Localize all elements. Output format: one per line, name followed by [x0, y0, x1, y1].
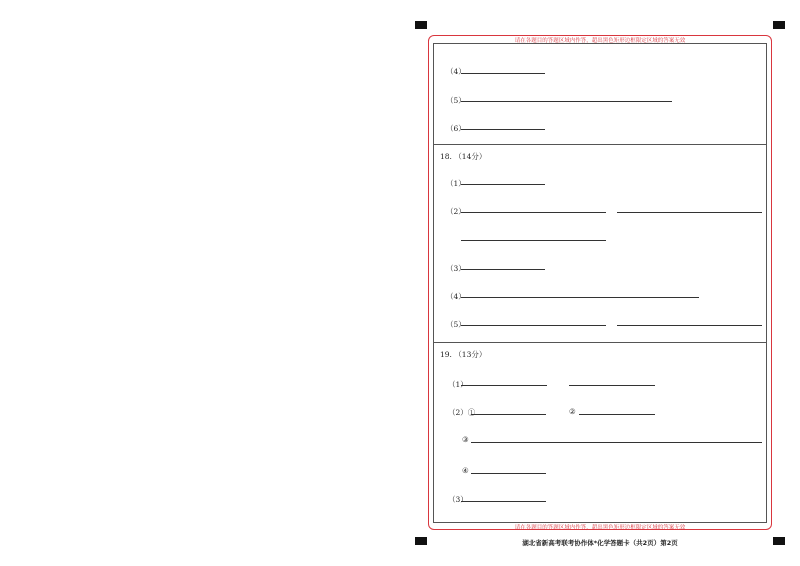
q18-part-2-label: （2）: [446, 207, 466, 216]
q17-part-4-answer-line[interactable]: [461, 73, 545, 74]
registration-mark-top-left: [415, 21, 427, 29]
q17-part-6-answer-line[interactable]: [461, 129, 545, 130]
q18-part-3-label: （3）: [446, 264, 466, 273]
q18-part-5-answer-line-a[interactable]: [461, 325, 606, 326]
registration-mark-top-right: [773, 21, 785, 29]
q17-part-6-label: （6）: [446, 124, 466, 133]
q19-title: 19. （13分）: [440, 350, 487, 359]
q19-part-2-2-answer-line[interactable]: [579, 414, 655, 415]
q19-part-2-1-label: （2）①: [448, 408, 476, 417]
registration-mark-bottom-left: [415, 537, 427, 545]
q19-part-3-label: （3）: [448, 495, 468, 504]
registration-mark-bottom-right: [773, 537, 785, 545]
q18-part-2-answer-line-a[interactable]: [461, 212, 606, 213]
q19-part-2-4-label: ④: [462, 466, 469, 475]
q18-part-3-answer-line[interactable]: [461, 269, 545, 270]
q18-title: 18. （14分）: [440, 152, 487, 161]
q18-part-5-answer-line-b[interactable]: [617, 325, 762, 326]
q17-part-5-label: （5）: [446, 96, 466, 105]
q17-part-5-answer-line[interactable]: [461, 101, 672, 102]
q19-part-2-4-answer-line[interactable]: [471, 473, 546, 474]
q18-part-1-label: （1）: [446, 179, 466, 188]
q18-part-2-answer-line-b[interactable]: [617, 212, 762, 213]
q19-part-2-2-label: ②: [569, 407, 576, 416]
q18-part-1-answer-line[interactable]: [461, 184, 545, 185]
q19-part-1-label: （1）: [448, 380, 468, 389]
q19-part-3-answer-line[interactable]: [461, 501, 546, 502]
notice-bottom: 请在各题目的答题区域内作答，超出黑色矩形边框限定区域的答案无效: [514, 525, 686, 531]
answer-box: [433, 43, 767, 523]
q18-part-5-label: （5）: [446, 320, 466, 329]
q19-part-2-3-answer-line[interactable]: [471, 442, 762, 443]
q19-part-2-3-label: ③: [462, 435, 469, 444]
page-footer: 湖北省新高考联考协作体*化学答题卡（共2页）第2页: [522, 539, 678, 547]
section-divider-17-18: [433, 144, 767, 145]
notice-top: 请在各题目的答题区域内作答，超出黑色矩形边框限定区域的答案无效: [514, 38, 686, 44]
q17-part-4-label: （4）: [446, 67, 466, 76]
q18-part-2-answer-line-c[interactable]: [461, 240, 606, 241]
q18-part-4-label: （4）: [446, 292, 466, 301]
section-divider-18-19: [433, 342, 767, 343]
q19-part-1-answer-line-a[interactable]: [461, 385, 547, 386]
q19-part-2-1-answer-line[interactable]: [471, 414, 546, 415]
q19-part-1-answer-line-b[interactable]: [569, 385, 655, 386]
q18-part-4-answer-line[interactable]: [461, 297, 699, 298]
